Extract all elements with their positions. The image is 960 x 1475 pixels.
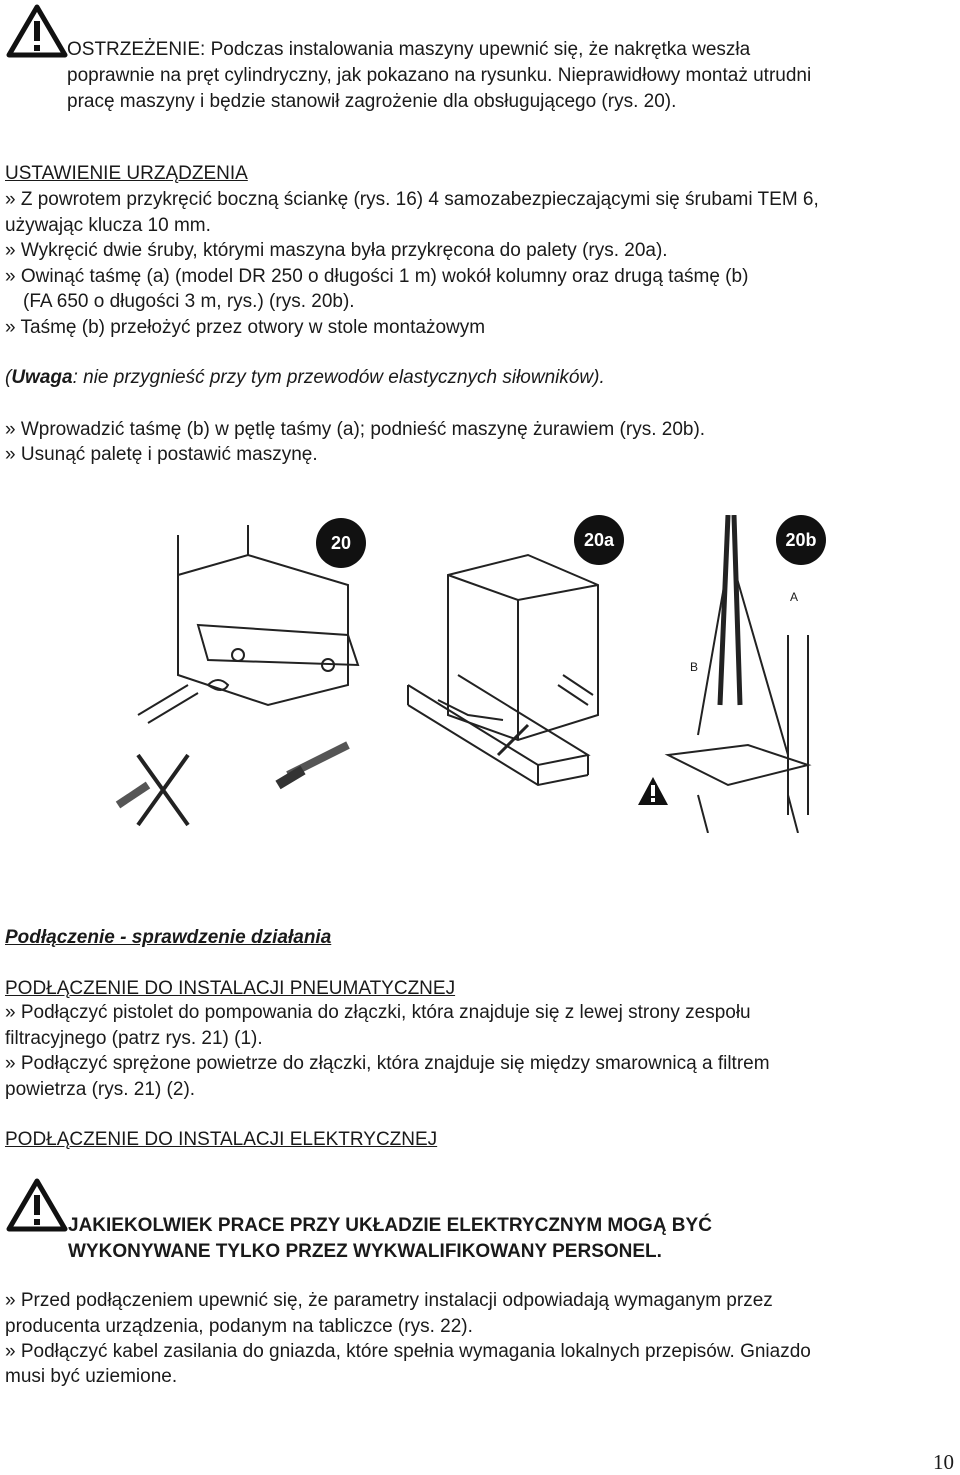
warning-text-line: pracę maszyny i będzie stanowił zagrożenie dla obsługującego (rys. 20). xyxy=(67,91,677,112)
setup-heading: USTAWIENIE URZĄDZENIA xyxy=(5,163,248,184)
pneumatic-heading: PODŁĄCZENIE DO INSTALACJI PNEUMATYCZNEJ xyxy=(5,978,456,999)
electric-step: producenta urządzenia, podanym na tabliczce (rys. 22). xyxy=(5,1316,473,1337)
installation-figure xyxy=(108,515,848,833)
pneumatic-step: » Podłączyć sprężone powietrze do złączki, która znajduje się między smarownicą a filtrem xyxy=(5,1053,770,1074)
setup-note: (Uwaga: nie przygnieść przy tym przewodów elastycznych siłowników). xyxy=(5,367,605,388)
electrical-warning-line: WYKONYWANE TYLKO PRZEZ WYKWALIFIKOWANY PERSONEL. xyxy=(68,1241,662,1262)
pneumatic-step: powietrza (rys. 21) (2). xyxy=(5,1079,196,1100)
setup-step: (FA 650 o długości 3 m, rys.) (rys. 20b). xyxy=(23,291,355,312)
setup-step: » Taśmę (b) przełożyć przez otwory w stole montażowym xyxy=(5,317,486,338)
section-title: Podłączenie - sprawdzenie działania xyxy=(5,927,332,948)
pneumatic-step: filtracyjnego (patrz rys. 21) (1). xyxy=(5,1028,263,1049)
electrical-warning xyxy=(68,1213,712,1265)
figure-badge-20b: 20b xyxy=(776,515,826,565)
electric-step: » Przed podłączeniem upewnić się, że parametry instalacji odpowiadają wymaganym przez xyxy=(5,1290,773,1311)
warning-triangle-icon xyxy=(6,1178,68,1232)
electric-step: musi być uziemione. xyxy=(5,1366,178,1387)
setup-step: » Owinąć taśmę (a) (model DR 250 o długości 1 m) wokół kolumny oraz drugą taśmę (b) xyxy=(5,266,749,287)
electric-step: » Podłączyć kabel zasilania do gniazda, które spełnia wymagania lokalnych przepisów. Gniazdo xyxy=(5,1341,811,1362)
figure-badge-20a: 20a xyxy=(574,515,624,565)
electrical-warning-line: JAKIEKOLWIEK PRACE PRZY UKŁADZIE ELEKTRYCZNYM MOGĄ BYĆ xyxy=(68,1215,712,1236)
figure-badge-20: 20 xyxy=(316,518,366,568)
setup-step: używając klucza 10 mm. xyxy=(5,215,211,236)
setup-step: » Z powrotem przykręcić boczną ściankę (rys. 16) 4 samozabezpieczającymi się śrubami TEM 6, xyxy=(5,189,819,210)
setup-step: » Wykręcić dwie śruby, którymi maszyna była przykręcona do palety (rys. 20a). xyxy=(5,240,668,261)
pneumatic-step: » Podłączyć pistolet do pompowania do złączki, która znajduje się z lewej strony zespołu xyxy=(5,1002,751,1023)
warning-paragraph xyxy=(67,37,811,115)
page-number: 10 xyxy=(933,1450,954,1474)
setup-step: » Usunąć paletę i postawić maszynę. xyxy=(5,444,318,465)
warning-label: OSTRZEŻENIE xyxy=(67,39,201,60)
warning-triangle-icon xyxy=(6,4,68,58)
figure-label-b: B xyxy=(690,660,699,674)
figure-label-a: A xyxy=(790,590,799,604)
setup-step: » Wprowadzić taśmę (b) w pętlę taśmy (a); podnieść maszynę żurawiem (rys. 20b). xyxy=(5,419,706,440)
warning-text-line: : Podczas instalowania maszyny upewnić się, że nakrętka weszła xyxy=(200,39,751,60)
electric-heading: PODŁĄCZENIE DO INSTALACJI ELEKTRYCZNEJ xyxy=(5,1129,438,1150)
installation-drawing xyxy=(108,515,848,833)
warning-text-line: poprawnie na pręt cylindryczny, jak pokazano na rysunku. Nieprawidłowy montaż utrudni xyxy=(67,65,812,86)
